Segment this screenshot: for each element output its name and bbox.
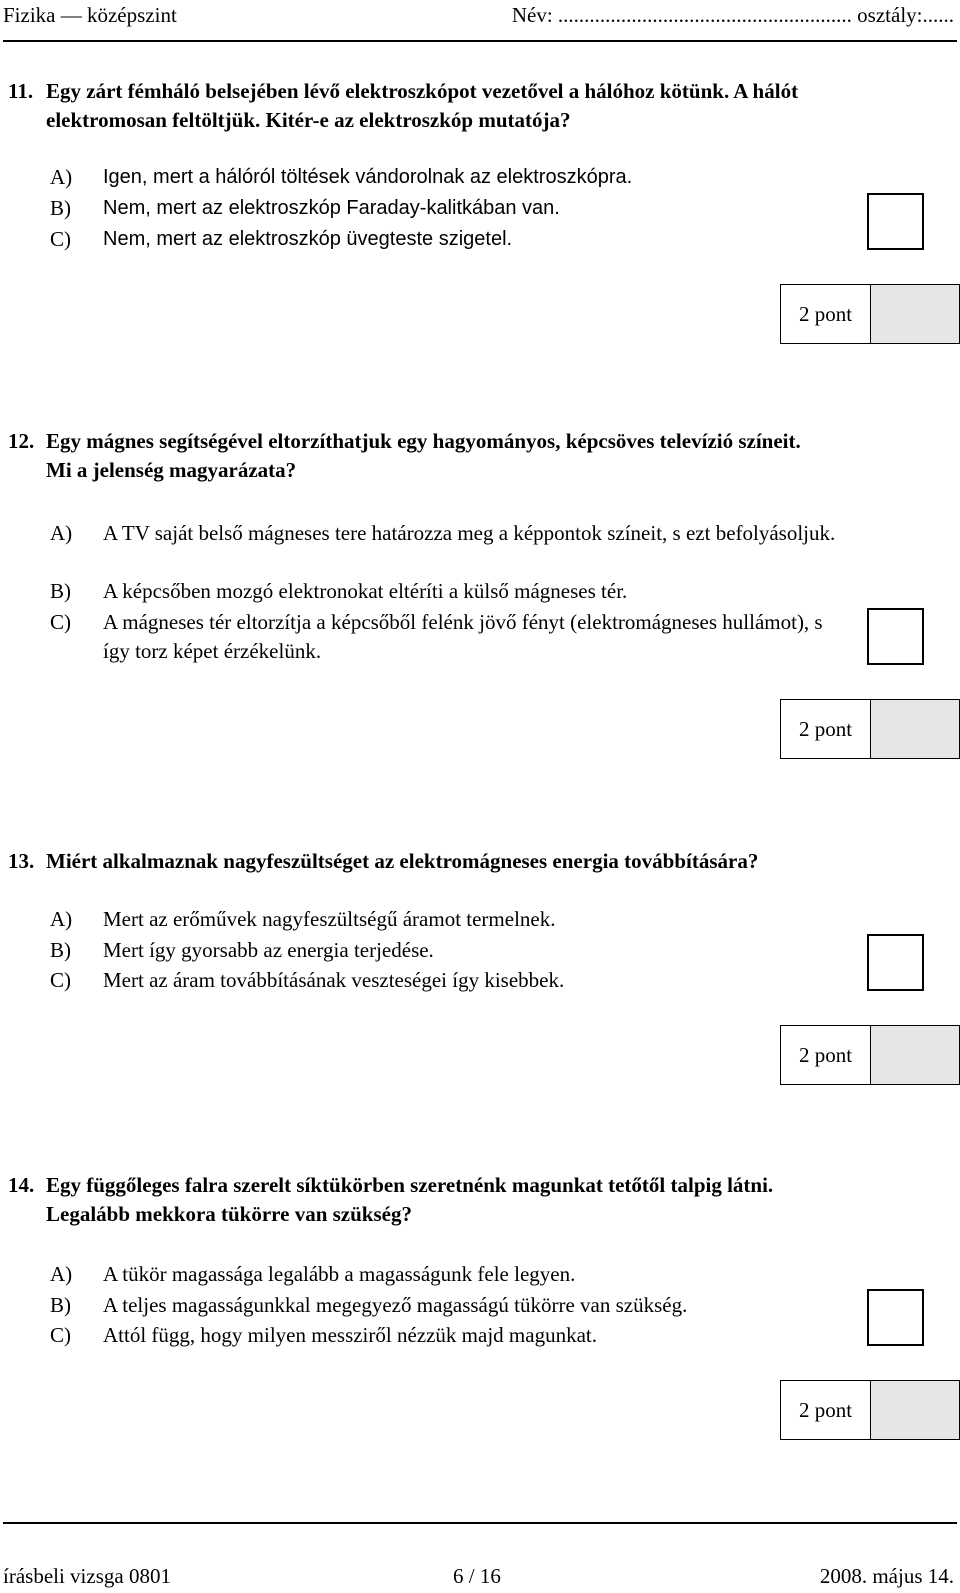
question-12-option-b — [50, 577, 843, 606]
score-entry-cell[interactable] — [871, 700, 959, 758]
option-label: A) — [50, 1262, 73, 1286]
question-text-line: Mi a jelenség magyarázata? — [46, 458, 297, 482]
option-label: B) — [50, 579, 71, 603]
question-number: 11. — [8, 79, 34, 103]
option-label: C) — [50, 610, 71, 634]
option-label: C) — [50, 968, 71, 992]
footer-date: 2008. május 14. — [819, 1564, 954, 1588]
option-label: B) — [50, 1293, 71, 1317]
option-text: Attól függ, hogy milyen messziről nézzük majd magunkat. — [103, 1323, 597, 1347]
option-label: B) — [50, 938, 71, 962]
option-text: Igen, mert a hálóról töltések vándorolnak az elektroszkópra. — [103, 166, 633, 188]
footer-exam: írásbeli vizsga 0801 — [3, 1564, 171, 1588]
question-13-option-b — [50, 936, 843, 965]
question-text-line: Miért alkalmaznak nagyfeszültséget az elektromágneses energia továbbítására? — [46, 849, 759, 873]
points-label: 2 pont — [781, 700, 871, 758]
option-text: A mágneses tér eltorzítja a képcsőből felénk jövő fényt (elektromágneses hullámot), s így torz képet érzékelünk. — [103, 610, 823, 663]
points-label: 2 pont — [781, 1026, 871, 1084]
question-13-answer-box[interactable] — [867, 934, 924, 991]
option-label: C) — [50, 227, 71, 251]
question-13-score-box — [780, 1025, 960, 1085]
question-11-option-c — [50, 225, 843, 254]
option-text: A teljes magasságunkkal megegyező magasságú tükörre van szükség. — [103, 1293, 688, 1317]
question-12-title — [8, 427, 948, 485]
footer-rule — [3, 1522, 957, 1524]
question-12-score-box — [780, 699, 960, 759]
question-number: 13. — [8, 849, 35, 873]
option-label: B) — [50, 196, 71, 220]
question-13-option-c — [50, 966, 843, 995]
header-name-field: Név: ........................................................ osztály:...... — [511, 3, 954, 27]
question-14-option-a — [50, 1260, 843, 1289]
points-label: 2 pont — [781, 1381, 871, 1439]
question-text-line: Legalább mekkora tükörre van szükség? — [46, 1202, 412, 1226]
score-entry-cell[interactable] — [871, 285, 959, 343]
option-text: A TV saját belső mágneses tere határozza meg a képpontok színeit, s ezt befolyásoljuk. — [103, 521, 836, 545]
score-entry-cell[interactable] — [871, 1026, 959, 1084]
option-text: Mert az áram továbbításának veszteségei így kisebbek. — [103, 968, 565, 992]
option-text: A képcsőben mozgó elektronokat eltéríti a külső mágneses tér. — [103, 579, 628, 603]
option-text: Mert az erőművek nagyfeszültségű áramot termelnek. — [103, 907, 556, 931]
question-12-option-a — [50, 519, 843, 548]
question-text-line: Egy függőleges falra szerelt síktükörben szeretnénk magunkat tetőtől talpig látni. — [46, 1173, 774, 1197]
question-11-option-a — [50, 163, 843, 192]
question-11-title — [8, 77, 948, 135]
question-14-title — [8, 1171, 948, 1229]
question-text-line: Egy mágnes segítségével eltorzíthatjuk egy hagyományos, képcsöves televízió színeit. — [46, 429, 801, 453]
option-label: A) — [50, 907, 73, 931]
question-14-answer-box[interactable] — [867, 1289, 924, 1346]
option-label: C) — [50, 1323, 71, 1347]
question-12-answer-box[interactable] — [867, 608, 924, 665]
header-subject: Fizika — középszint — [3, 3, 177, 27]
option-text: Nem, mert az elektroszkóp üvegteste szigetel. — [103, 228, 513, 250]
question-text-line: elektromosan feltöltjük. Kitér-e az elektroszkóp mutatója? — [46, 108, 571, 132]
header-rule — [3, 40, 957, 42]
option-text: A tükör magassága legalább a magasságunk fele legyen. — [103, 1262, 576, 1286]
option-label: A) — [50, 165, 73, 189]
question-text-line: Egy zárt fémháló belsejében lévő elektroszkópot vezetővel a hálóhoz kötünk. A hálót — [46, 79, 799, 103]
points-label: 2 pont — [781, 285, 871, 343]
question-number: 12. — [8, 429, 35, 453]
question-13-title — [8, 847, 948, 876]
option-label: A) — [50, 521, 73, 545]
score-entry-cell[interactable] — [871, 1381, 959, 1439]
footer-page-number: 6 / 16 — [453, 1564, 501, 1588]
question-14-score-box — [780, 1380, 960, 1440]
question-12-option-c — [50, 608, 843, 666]
question-14-option-b — [50, 1291, 843, 1320]
option-text: Mert így gyorsabb az energia terjedése. — [103, 938, 434, 962]
question-number: 14. — [8, 1173, 35, 1197]
question-13-option-a — [50, 905, 843, 934]
question-11-answer-box[interactable] — [867, 193, 924, 250]
option-text: Nem, mert az elektroszkóp Faraday-kalitkában van. — [103, 197, 560, 219]
question-11-score-box — [780, 284, 960, 344]
question-14-option-c — [50, 1321, 843, 1350]
question-11-option-b — [50, 194, 843, 223]
